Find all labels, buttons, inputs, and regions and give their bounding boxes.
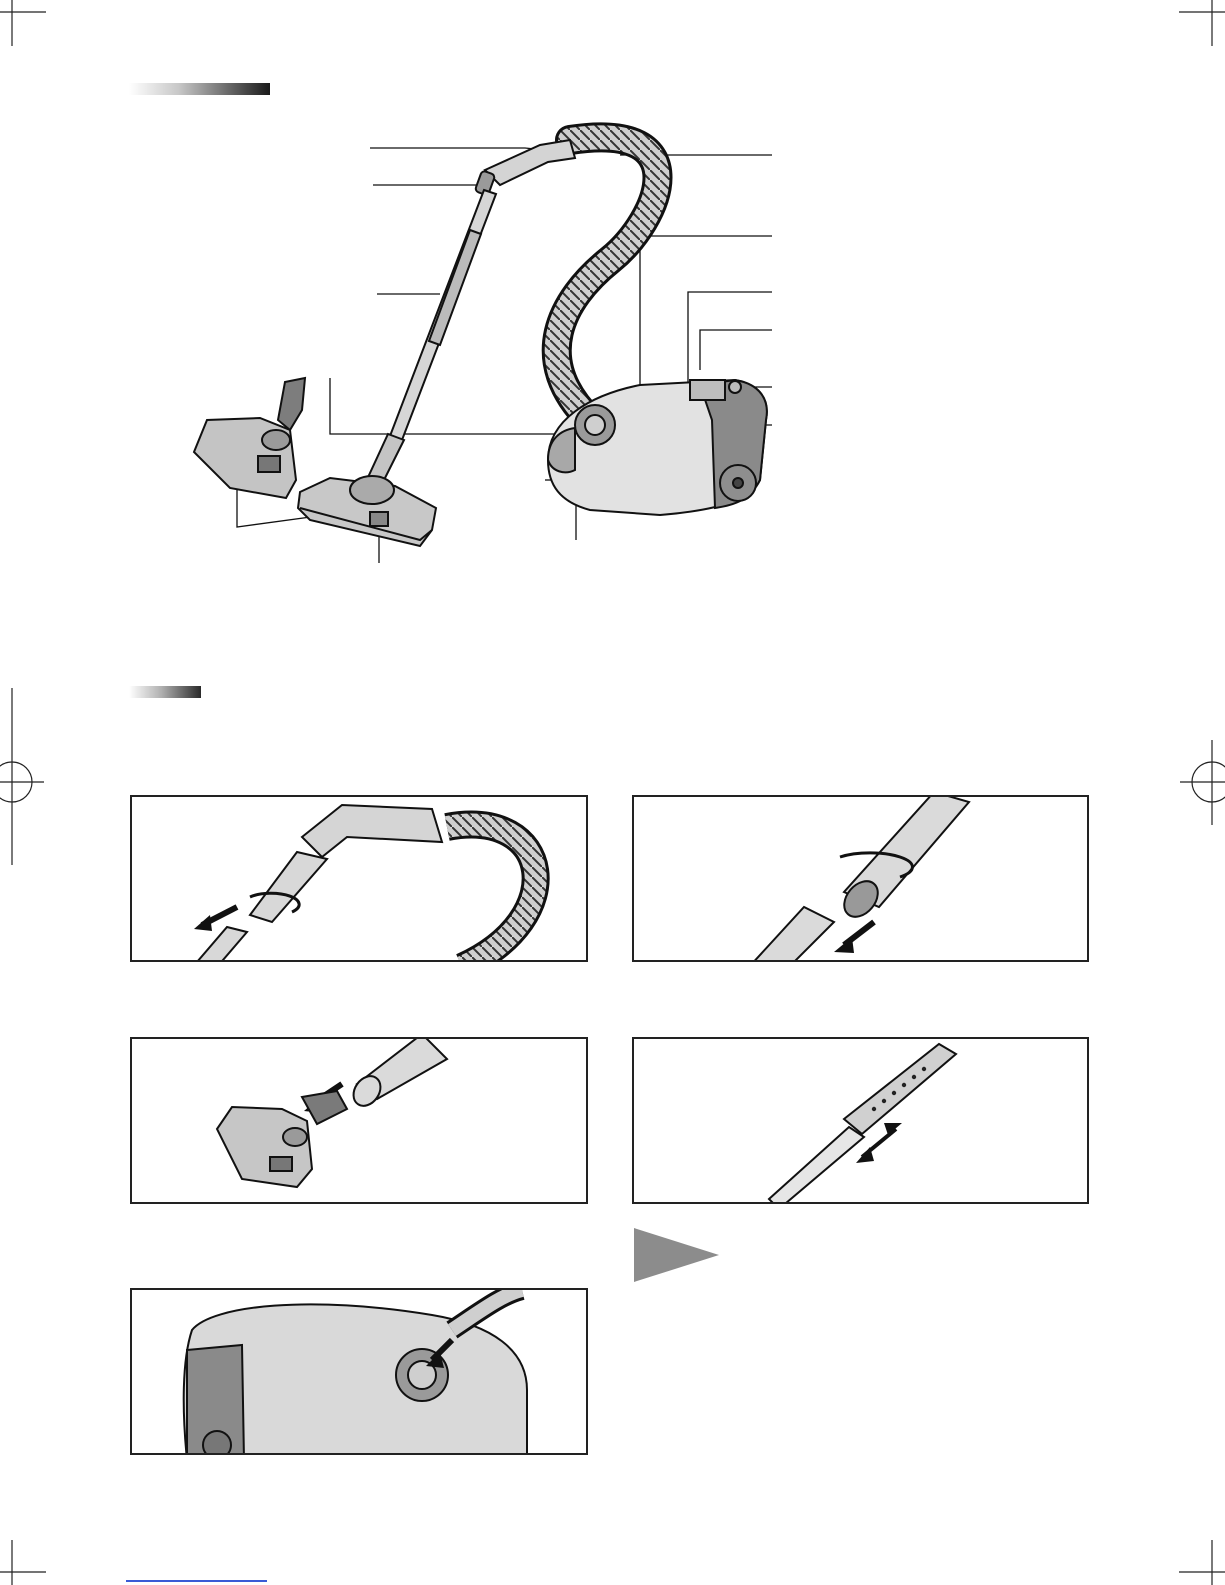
floor-brush: [217, 1107, 312, 1187]
brush-pedal: [370, 512, 388, 526]
registration-mark-right: [1180, 740, 1225, 825]
floor-brush-detail: [194, 378, 305, 498]
power-button: [729, 381, 741, 393]
pipe-end: [197, 927, 247, 962]
callout-line: [700, 330, 772, 370]
step-panel-adjust-length: [632, 1037, 1089, 1204]
step-panel-connect-hose: [130, 1288, 588, 1455]
step-panel-connect-pipes: [632, 795, 1089, 962]
footer-link-line: [126, 1580, 267, 1582]
hose-handle: [302, 805, 442, 857]
registration-mark-left: [0, 688, 44, 865]
step-panel-attach-brush: [130, 1037, 588, 1204]
floor-brush: [298, 476, 436, 546]
section-header-bar: [129, 686, 201, 698]
handle-and-pipe: [364, 140, 575, 492]
step-panel-attach-handle: [130, 795, 588, 962]
note-triangle-icon: [634, 1228, 719, 1288]
air-vent: [690, 380, 725, 400]
handle-tube: [250, 852, 327, 922]
callout-line: [330, 378, 560, 434]
hose-handle: [485, 140, 575, 185]
callout-line: [370, 148, 545, 150]
lower-pipe: [769, 1127, 864, 1204]
lower-pipe: [749, 907, 834, 962]
vacuum-parts-diagram: [0, 0, 1225, 600]
wheel: [203, 1431, 231, 1455]
upper-pipe: [844, 1044, 956, 1134]
